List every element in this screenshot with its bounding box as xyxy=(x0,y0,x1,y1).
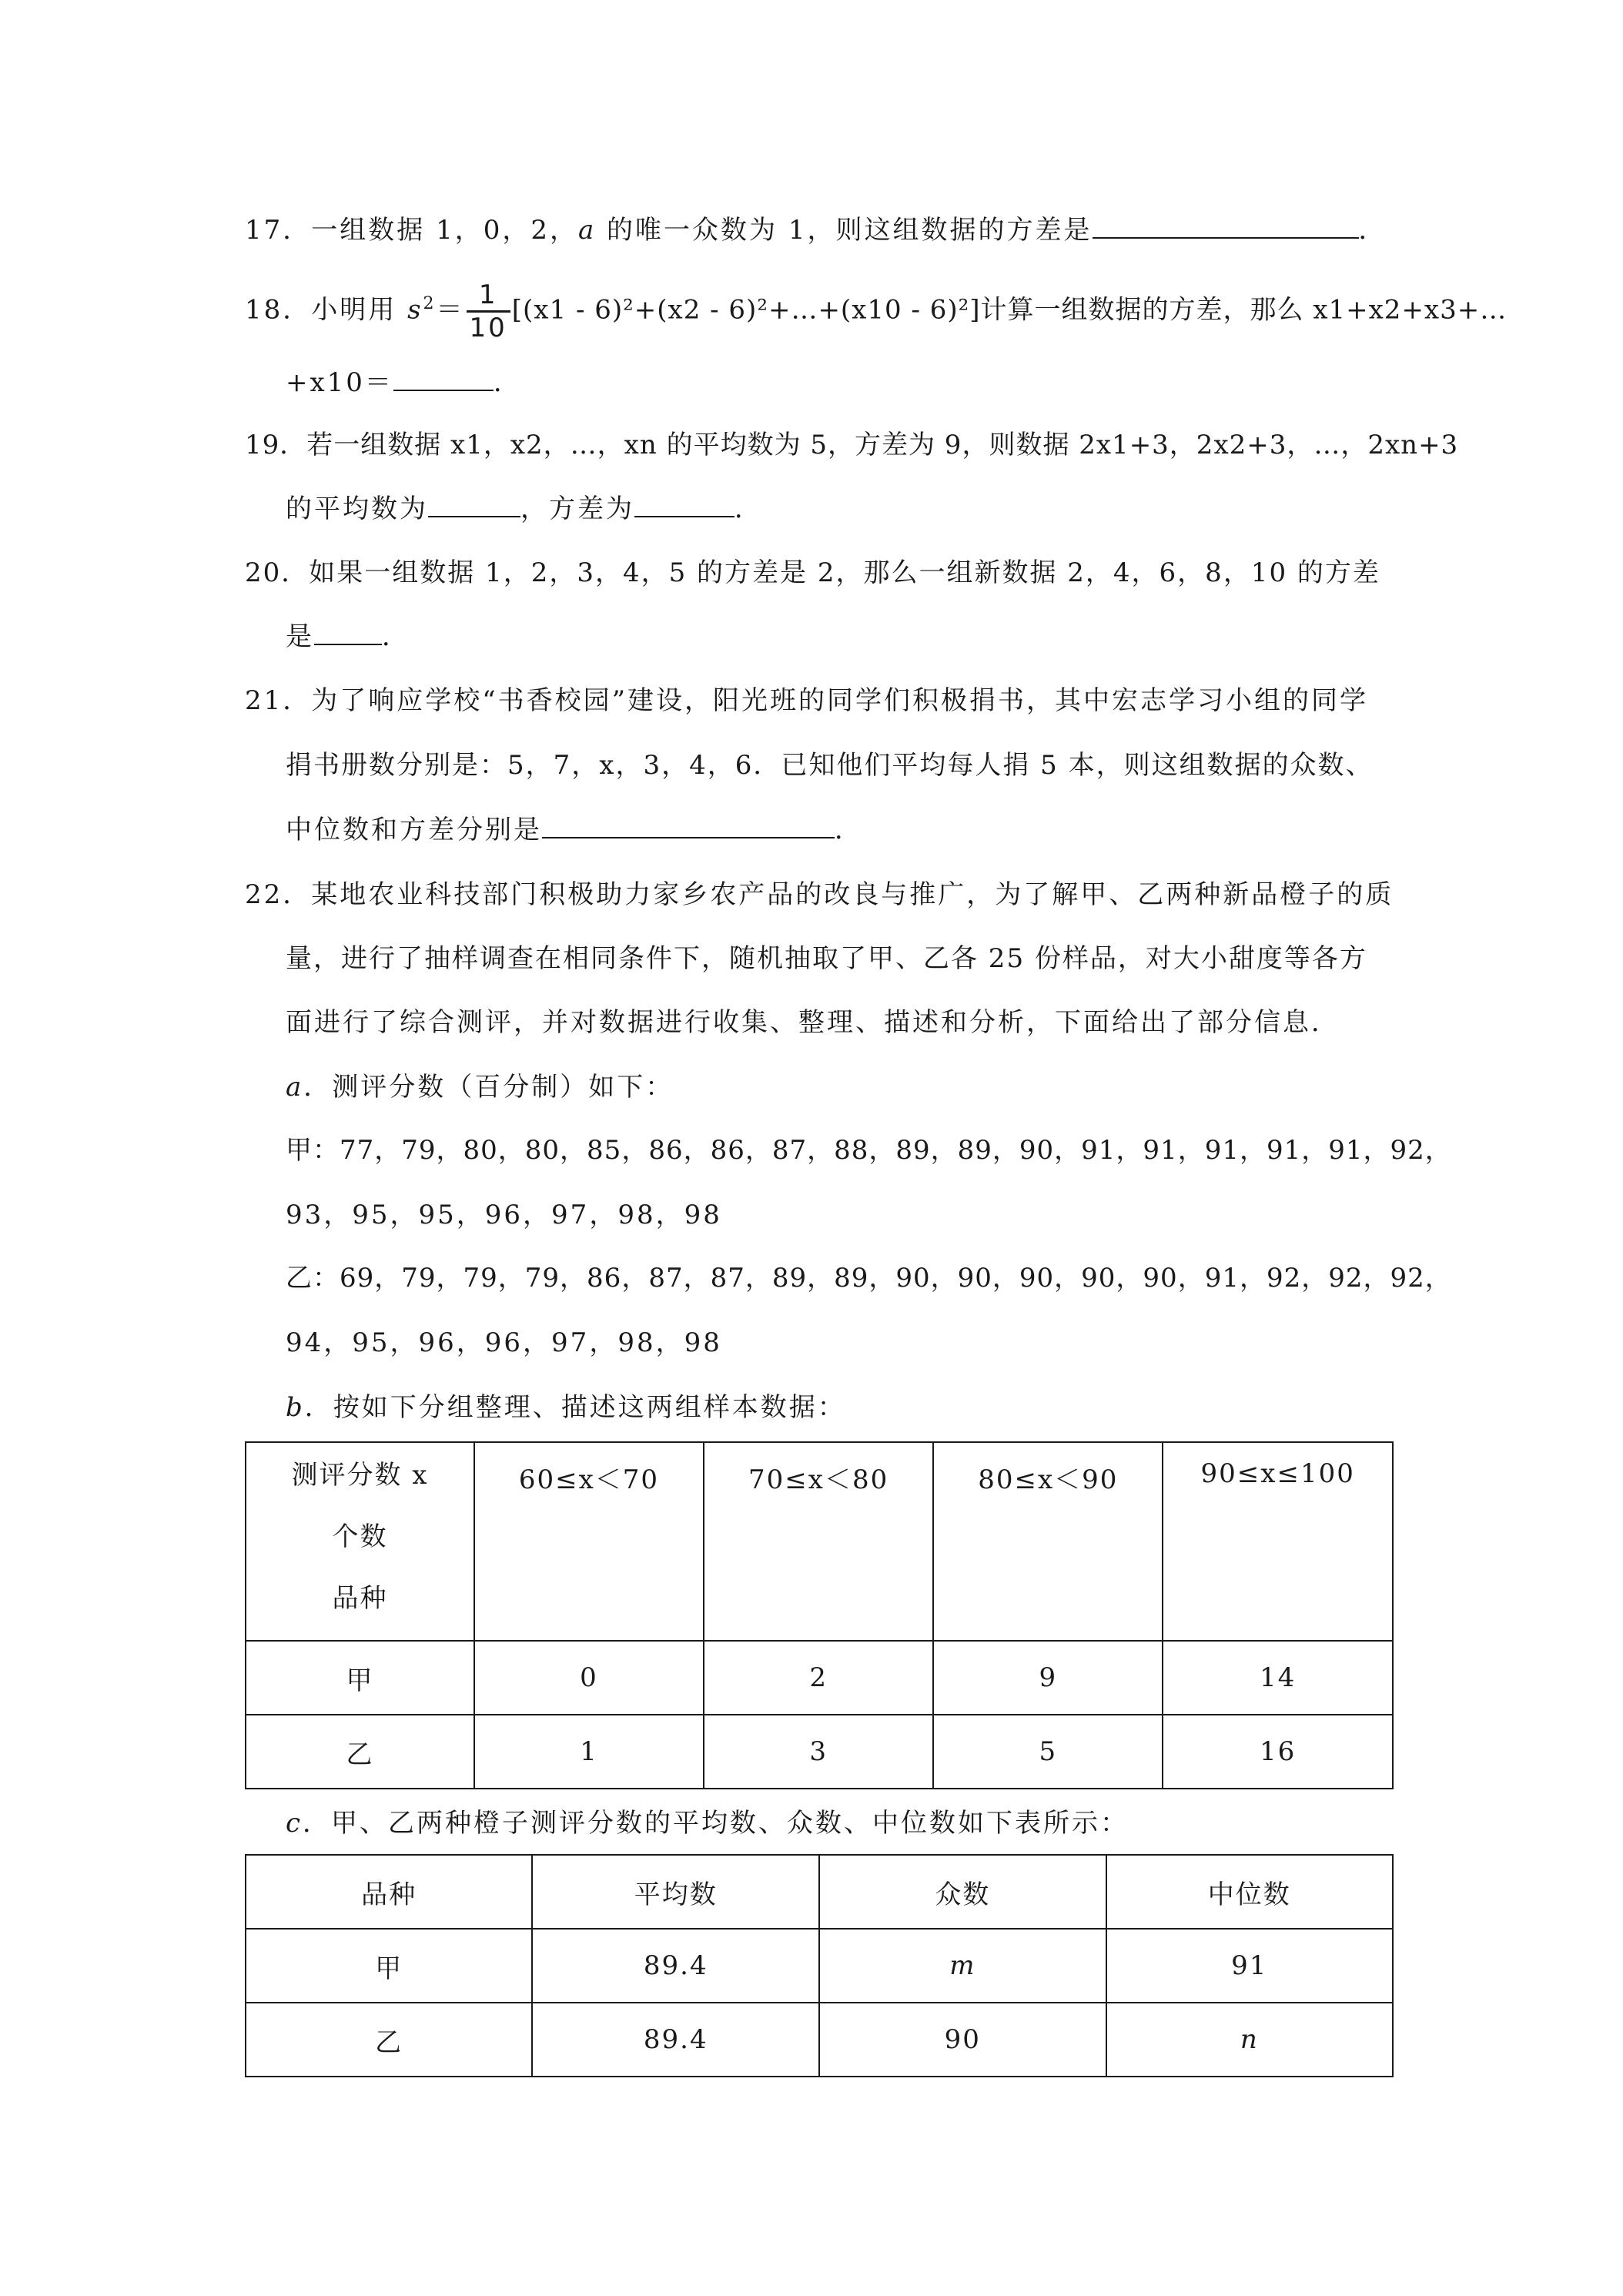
q18-text-a: 小明用 xyxy=(311,294,408,326)
mode-cell xyxy=(819,1929,1106,2003)
q21-line3: 中位数和方差分别是 xyxy=(286,815,542,845)
statistics-header-row xyxy=(246,1855,1393,1929)
header-variety: 品种 xyxy=(246,1855,532,1929)
row-variety-jia: 甲 xyxy=(246,1929,532,2003)
question-19-line2 xyxy=(286,491,1395,526)
range-header-80-90: 80≤x＜90 xyxy=(933,1442,1163,1641)
question-18-line2 xyxy=(286,365,1395,400)
q18-eq: ＝ xyxy=(436,294,465,326)
q18-answer-blank[interactable] xyxy=(393,365,494,391)
q21-number: 21． xyxy=(245,685,312,716)
row-variety-jia: 甲 xyxy=(246,1641,474,1715)
header-median: 中位数 xyxy=(1106,1855,1393,1929)
q22-yi-line1: 乙：69，79，79，79，86，87，87，89，89，90，90，90，90，90，91，92，92，92， xyxy=(286,1263,1452,1294)
table-row xyxy=(246,1641,1393,1715)
mode-var-m: m xyxy=(949,1950,976,1981)
q22-part-a xyxy=(286,1070,1395,1104)
q18-text-b: 计算一组数据的方差，那么 x1+x2+x3+… xyxy=(980,294,1508,326)
median-var-n: n xyxy=(1240,2024,1259,2055)
table-row xyxy=(246,1929,1393,2003)
table-row xyxy=(246,1715,1393,1789)
q20-end: ． xyxy=(382,621,410,652)
q22-part-c xyxy=(286,1806,1395,1840)
q21-line1: 为了响应学校“书香校园”建设，阳光班的同学们积极捐书，其中宏志学习小组的同学 xyxy=(311,685,1369,716)
question-19 xyxy=(245,428,1459,462)
question-22-line2 xyxy=(286,942,1395,976)
median-cell: 91 xyxy=(1106,1929,1393,2003)
q22-b-text: ．按如下分组整理、描述这两组样本数据： xyxy=(304,1392,846,1423)
mean-cell: 89.4 xyxy=(532,2003,819,2077)
table-cell: 16 xyxy=(1163,1715,1393,1789)
q17-number: 17． xyxy=(245,215,312,246)
question-22 xyxy=(245,878,1395,912)
q18-s: s xyxy=(407,294,423,326)
question-22-line3 xyxy=(286,1006,1395,1039)
q19-line1: 若一组数据 x1，x2，…，xn 的平均数为 5，方差为 9，则数据 2x1+3，2x2+3，…，2xn+3 xyxy=(306,430,1459,460)
q21-end: ． xyxy=(835,815,863,845)
q22-part-b xyxy=(286,1391,1395,1424)
question-21-line3 xyxy=(286,812,1395,847)
grouped-count-header-row xyxy=(246,1442,1393,1641)
q18-line2: +x10＝ xyxy=(286,367,393,398)
q17-text-a: 一组数据 1，0，2， xyxy=(311,215,578,246)
q22-yi-data-line1 xyxy=(286,1261,1452,1295)
question-18 xyxy=(245,277,1508,343)
q19-number: 19． xyxy=(245,430,307,460)
statistics-table xyxy=(245,1854,1394,2077)
range-header-70-80: 70≤x＜80 xyxy=(704,1442,933,1641)
table-row xyxy=(246,2003,1393,2077)
q22-a-text: ．测评分数（百分制）如下： xyxy=(303,1072,674,1103)
header-variety-label: 品种 xyxy=(332,1583,388,1614)
q22-jia-data-line1 xyxy=(286,1133,1452,1167)
question-20-line2 xyxy=(286,619,1395,654)
q18-end: ． xyxy=(493,367,522,398)
range-header-90-100: 90≤x≤100 xyxy=(1163,1442,1393,1641)
q22-a-label: a xyxy=(286,1072,304,1103)
q18-frac-den: 10 xyxy=(469,312,507,343)
question-20 xyxy=(245,556,1395,590)
question-21-line2 xyxy=(286,748,1395,782)
row-variety-yi: 乙 xyxy=(246,2003,532,2077)
table-cell: 3 xyxy=(704,1715,933,1789)
q17-var-a: a xyxy=(577,215,597,246)
q18-frac-num: 1 xyxy=(467,279,510,313)
q22-yi-line2: 94，95，96，96，97，98，98 xyxy=(286,1327,722,1358)
q18-formula: [(x1 - 6)²+(x2 - 6)²+…+(x10 - 6)²] xyxy=(511,294,981,326)
mode-cell: 90 xyxy=(819,2003,1106,2077)
grouped-count-table xyxy=(245,1441,1394,1789)
table-cell: 14 xyxy=(1163,1641,1393,1715)
question-21 xyxy=(245,684,1395,718)
mean-cell: 89.4 xyxy=(532,1929,819,2003)
range-header-60-70: 60≤x＜70 xyxy=(474,1442,704,1641)
table-cell: 9 xyxy=(933,1641,1163,1715)
q22-b-label: b xyxy=(286,1392,305,1423)
q22-number: 22． xyxy=(245,879,312,910)
q22-jia-line1: 甲：77，79，80，80，85，86，86，87，88，89，89，90，91，91，91，91，91，92， xyxy=(286,1135,1452,1166)
header-score-label: 测评分数 x xyxy=(291,1460,429,1491)
q22-c-text: ．甲、乙两种橙子测评分数的平均数、众数、中位数如下表所示： xyxy=(303,1808,1129,1839)
header-count-label: 个数 xyxy=(332,1521,388,1552)
q20-line1: 如果一组数据 1，2，3，4，5 的方差是 2，那么一组新数据 2，4，6，8，10 的方差 xyxy=(309,557,1380,588)
q19-mean-blank[interactable] xyxy=(428,491,520,517)
q20-line2: 是 xyxy=(286,621,314,652)
q22-line3: 面进行了综合测评，并对数据进行收集、整理、描述和分析，下面给出了部分信息． xyxy=(286,1007,1340,1038)
table-cell: 0 xyxy=(474,1641,704,1715)
header-mean: 平均数 xyxy=(532,1855,819,1929)
q22-yi-data-line2 xyxy=(286,1326,1395,1360)
q19-line2-a: 的平均数为 xyxy=(286,494,428,524)
q17-end: ． xyxy=(1358,215,1387,246)
q18-s-exponent: 2 xyxy=(423,294,437,313)
q21-answer-blank[interactable] xyxy=(542,812,835,838)
header-mode: 众数 xyxy=(819,1855,1106,1929)
q22-c-label: c xyxy=(286,1808,303,1839)
table-cell: 2 xyxy=(704,1641,933,1715)
diagonal-header-cell xyxy=(246,1442,474,1641)
q22-jia-line2: 93，95，95，96，97，98，98 xyxy=(286,1200,722,1230)
q21-line2: 捐书册数分别是：5，7，x，3，4，6．已知他们平均每人捐 5 本，则这组数据的众数、 xyxy=(286,750,1374,781)
q19-line2-b: ，方差为 xyxy=(520,494,634,524)
median-cell xyxy=(1106,2003,1393,2077)
question-17 xyxy=(245,213,1395,247)
q22-line1: 某地农业科技部门积极助力家乡农产品的改良与推广，为了解甲、乙两种新品橙子的质 xyxy=(311,879,1394,910)
q20-number: 20． xyxy=(245,557,310,588)
q17-text-b: 的唯一众数为 1，则这组数据的方差是 xyxy=(596,215,1093,246)
q19-variance-blank[interactable] xyxy=(634,491,735,517)
q22-line2: 量，进行了抽样调查在相同条件下，随机抽取了甲、乙各 25 份样品，对大小甜度等各方 xyxy=(286,943,1367,974)
row-variety-yi: 乙 xyxy=(246,1715,474,1789)
q18-fraction xyxy=(467,279,510,343)
q19-end: ． xyxy=(735,494,763,524)
q18-number: 18． xyxy=(245,294,312,326)
table-cell: 5 xyxy=(933,1715,1163,1789)
q17-answer-blank[interactable] xyxy=(1093,213,1359,239)
q22-jia-data-line2 xyxy=(286,1198,1395,1232)
table-cell: 1 xyxy=(474,1715,704,1789)
q20-answer-blank[interactable] xyxy=(314,619,382,645)
